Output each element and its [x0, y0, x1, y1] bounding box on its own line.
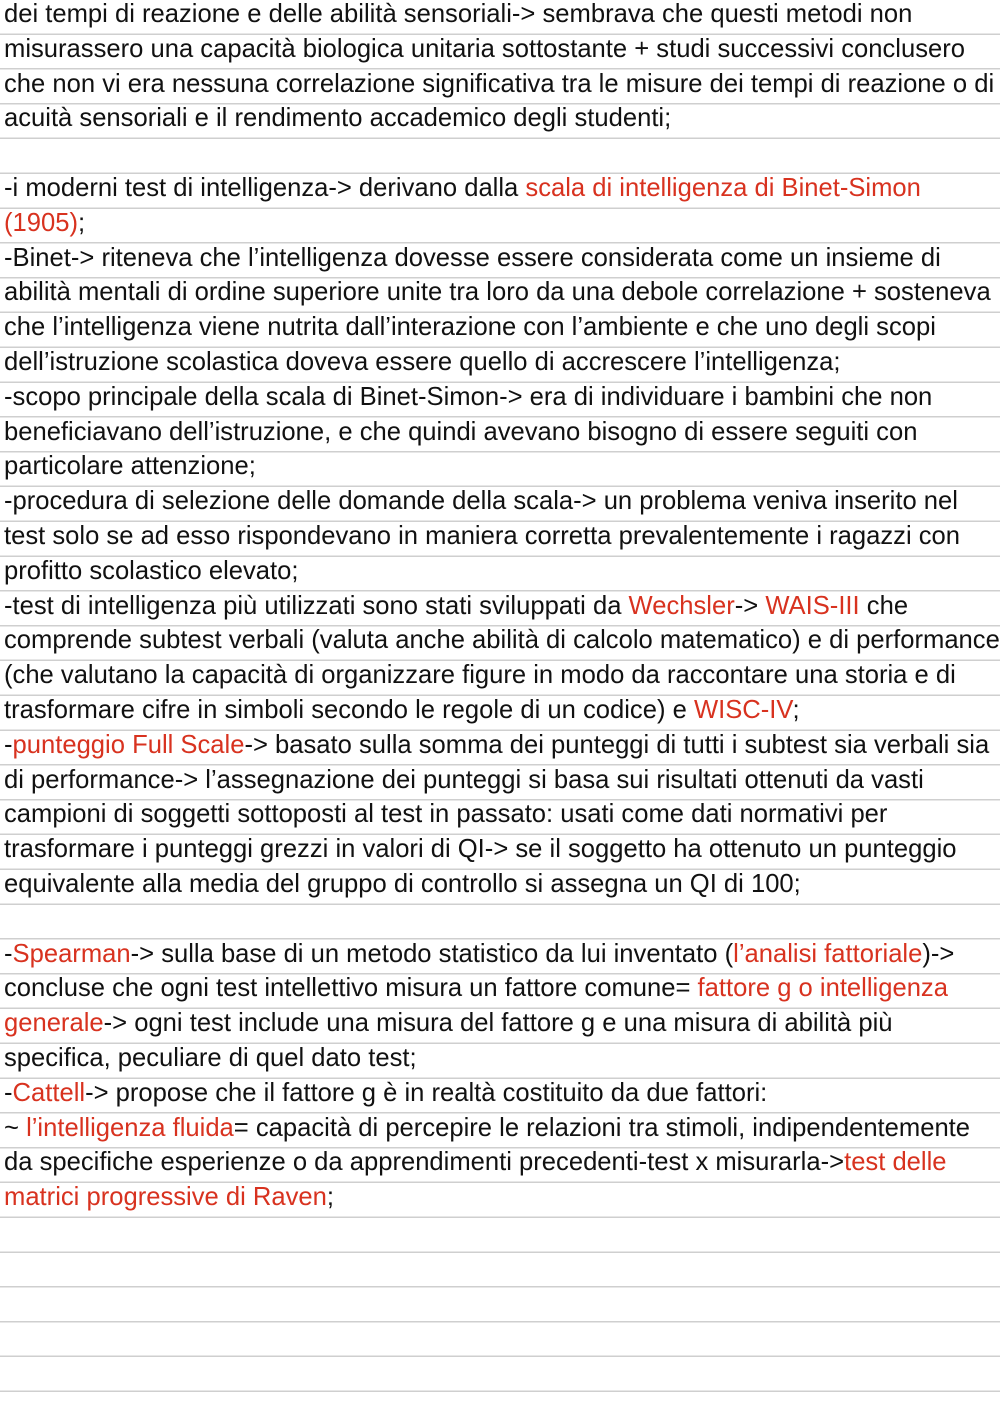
note-paragraph — [4, 1111, 1000, 1215]
highlighted-term: punteggio Full Scale — [12, 730, 245, 759]
highlighted-term: Spearman — [12, 939, 131, 968]
note-text: - — [4, 730, 13, 759]
note-text: - — [4, 939, 13, 968]
note-text: -> — [734, 591, 766, 620]
note-text: -> sulla base di un metodo statistico da lui inventato ( — [130, 939, 734, 968]
note-paragraph — [4, 0, 1000, 136]
note-paragraph — [4, 1076, 1000, 1111]
note-paragraph — [4, 937, 1000, 1076]
notes-text-block — [4, 0, 1000, 1215]
note-text: -> ogni test include una misura del fattore g e una misura di abilità più specifica, peculiare di quel dato test; — [4, 1009, 893, 1072]
highlighted-term: WISC-IV — [693, 695, 793, 724]
note-paragraph — [4, 484, 1000, 588]
note-text: )-> concluse che ogni test intellettivo misura un fattore comune= — [4, 939, 955, 1003]
highlighted-term: l’intelligenza fluida — [26, 1113, 234, 1142]
note-paragraph — [4, 589, 1000, 728]
highlighted-term: WAIS-III — [765, 591, 860, 620]
note-paragraph — [4, 241, 1000, 380]
note-text: -procedura di selezione delle domande della scala-> un problema veniva inserito nel test solo se ad esso rispondevano in maniera corretta prevalentemente i ragazzi con profitto scolastico elevato; — [4, 487, 961, 585]
note-text: che comprende subtest verbali (valuta anche abilità di calcolo matematico) e di performance (che valutano la capacità di organizzare figure in modo da raccontare una storia e di trasformare cifre in simboli secondo le regole di un codice) e — [4, 591, 1000, 724]
highlighted-term: scala di intelligenza di Binet-Simon (1905) — [4, 173, 921, 237]
note-text: -i moderni test di intelligenza-> derivano dalla — [4, 173, 526, 202]
highlighted-term: test delle matrici progressive di Raven — [4, 1148, 947, 1212]
note-text: - — [4, 1078, 13, 1107]
note-text: = capacità di percepire le relazioni tra stimoli, indipendentemente da specifiche esperienze o da apprendimenti precedenti-test x misurarla-> — [4, 1113, 971, 1177]
note-text: ~ — [4, 1113, 27, 1142]
note-text: -> basato sulla somma dei punteggi di tutti i subtest sia verbali sia di performance-> l’assegnazione dei punteggi si basa sui risultati ottenuti da vasti campioni di soggetti sottoposti al test in passato: usati come dati normativi per trasformare i punteggi grezzi in valori di QI-> se il soggetto ha ottenuto un punteggio equivalente alla media del gruppo di controllo si assegna un QI di 100; — [4, 730, 990, 898]
note-text: ; — [77, 208, 86, 237]
highlighted-term: fattore g o intelligenza generale — [4, 974, 948, 1038]
note-paragraph — [4, 171, 1000, 241]
blank-line — [4, 902, 1000, 937]
note-text: -test di intelligenza più utilizzati sono stati sviluppati da — [4, 591, 629, 620]
note-text: ; — [326, 1183, 335, 1212]
note-text: -scopo principale della scala di Binet-Simon-> era di individuare i bambini che non beneficiavano dell’istruzione, e che quindi avevano bisogno di essere seguiti con particolare attenzione; — [4, 382, 933, 481]
highlighted-term: Cattell — [12, 1078, 86, 1107]
note-paragraph — [4, 728, 1000, 902]
note-text: dei tempi di reazione e delle abilità sensoriali-> sembrava che questi metodi non misurassero una capacità biologica unitaria sottostante + studi successivi conclusero che non vi era nessuna correlazione significativa tra le misure dei tempi di reazione o di acuità sensoriali e il rendimento accademico degli studenti; — [4, 0, 995, 133]
note-text: -> propose che il fattore g è in realtà costituito da due fattori: — [85, 1078, 768, 1107]
note-text: ; — [792, 695, 800, 724]
blank-line — [4, 136, 1000, 171]
highlighted-term: l’analisi fattoriale — [733, 939, 923, 968]
note-paragraph — [4, 380, 1000, 484]
note-text: -Binet-> riteneva che l’intelligenza dovesse essere considerata come un insieme di abilità mentali di ordine superiore unite tra loro da una debole correlazione + sosteneva che l’intelligenza viene nutrita dall’interazione con l’ambiente e che uno degli scopi dell’istruzione scolastica doveva essere quello di accrescere l’intelligenza; — [4, 243, 991, 376]
highlighted-term: Wechsler — [628, 591, 735, 620]
